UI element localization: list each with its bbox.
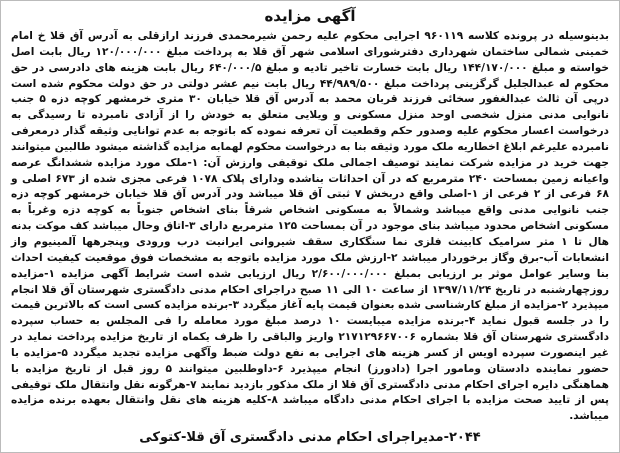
notice-signature: ۲۰۴۴-مدیراجرای احکام مدنی دادگستری آق قلا-کتوکی	[139, 430, 481, 445]
notice-body: بدینوسیله در پرونده کلاسه ۹۶۰۱۱۹ اجرایی محکوم علیه رحمن شیرمحمدی فرزند ارازقلی به آدرس آق قلا خ امام خمینی شمالی ساختمان شهرداری دفترشورای اسلامی شهر آق قلا به پرداخت مبلغ ۱۲۰/۰۰۰/۰۰۰ ریال بابت اصل خواسته و مبلغ ۱۴۴/۱۷۰/۰۰۰ ریال بابت خسارت تاخیر تادیه و مبلغ ۶۴۰/۰۰۰/۵ ریال بابت هزینه های دادرسی در حق محکوم له عبدالجلیل گرگزینی پرداخت مبلغ ۴۴/۹۸۹/۵۰۰ ریال بابت نیم عشر دولتی در حق دولت محکوم شده است درپی آن ثالث عبدالغفور سخائی فرزند قربان محمد به آدرس آق قلا خیابان ۳۰ متری خرمشهر کوچه دزه ۵ جنب نانوایی مدنی منزل شخصی اوحد منزل مسکونی و ویلایی متعلق به خودش را از آزادی نامبرده تا رسیدگی به درخواست اعسار محکوم علیه وصدور حکم وقطعیت آن تعرفه نموده که باتوجه به عدم توانایی وثیقه گذار درمعرفی نامبرده علیرغم ابلاغ اخطاریه ملک مورد وثیقه بنا به درخواست محکوم لهمابه مزایده گذاشته میشود طالبین میتوانند جهت خرید در مزایده شرکت نمایند توصیف اجمالی ملک توقیفی وارزش آن: ۱-ملک مورد مزایده ششدانگ عرصه واعیانه زمین بمساحت ۲۴۰ مترمربع که در آن احداثات بناشده ودارای پلاک ۱۰۷۸ فرعی مجزی شده از ۶۷۳ اصلی و ۶۸ فرعی از ۲ فرعی از ۱-اصلی واقع دربخش ۷ ثبتی آق قلا میباشد ودر آدرس آق قلا خیابان خرمشهر کوچه دزه جنب نانوایی مدنی واقع میباشد وشمالاً به مسکونی اشخاص شرقاً بنای اشخاص جنوباً به کوچه دزه وغرباً به مسکونی اشخاص محدود میباشد بنای موجود در آن بمساحت ۱۲۵ مترمربع دارای ۳-اتاق وحال میباشد کف موکت بدنه هال تا ۱ متر سرامیک کابینت فلزی نما سنگکاری سقف شیروانی ایرانیت درب ورودی وپنجرهها آلمینیوم واز انشعابات آب-برق وگاز برخوردار میباشد ۲-ارزش ملک مورد مزایده باتوجه به مشخصات فوق موقعیت کیفیت احداث بنا وسایر عوامل موثر بر ارزیابی بمبلغ ۲/۶۰۰/۰۰۰/۰۰۰ ریال ارزیابی شده است شرایط آگهی مزایده ۱-مزایده روزچهارشنبه در تاریخ ۱۳۹۷/۱۱/۲۴ از ساعت ۱۰ الی ۱۱ صبح دراجرای احکام مدنی دادگستری شهرستان آق قلا انجام میپذیرد ۲-مزایده از مبلغ کارشناسی شده بعنوان قیمت پایه آغاز میگردد ۳-برنده مزایده کسی است که بالاترین قیمت را در جلسه قبول نماید ۴-برنده مزایده میبایست ۱۰ درصد مبلغ مورد معامله را فی المجلس به حساب سپرده دادگستری شهرستان آق قلا بشماره ۲۱۷۱۲۹۶۶۷۰۰۶ واریز والباقی را ظرف یکماه از تاریخ مزایده پرداخت نماید در غیر اینصورت سپرده اویس از کسر هزینه های اجرایی به نفع دولت ضبط وآگهی مزایده تجدید میگردد ۵-مزایده با حضور نماینده دادستان ومامور اجرا (دادورز) انجام میپذیرد ۶-داوطلبین میتوانند ۵ روز قبل از تاریخ مزایده با هماهنگی دایره اجرای احکام مدنی دادگستری آق قلا از ملک مذکور بازدید نمایند ۷-هرگونه نقل وانتقال ملک توقیفی پس از تایید صحت مزایده با اجرای احکام مدنی دادگاه میباشد ۸-کلیه هزینه های نقل وانتقال بعهده برنده مزایده میباشد.	[10, 30, 610, 423]
notice-title: آگهی مزایده	[264, 7, 356, 25]
